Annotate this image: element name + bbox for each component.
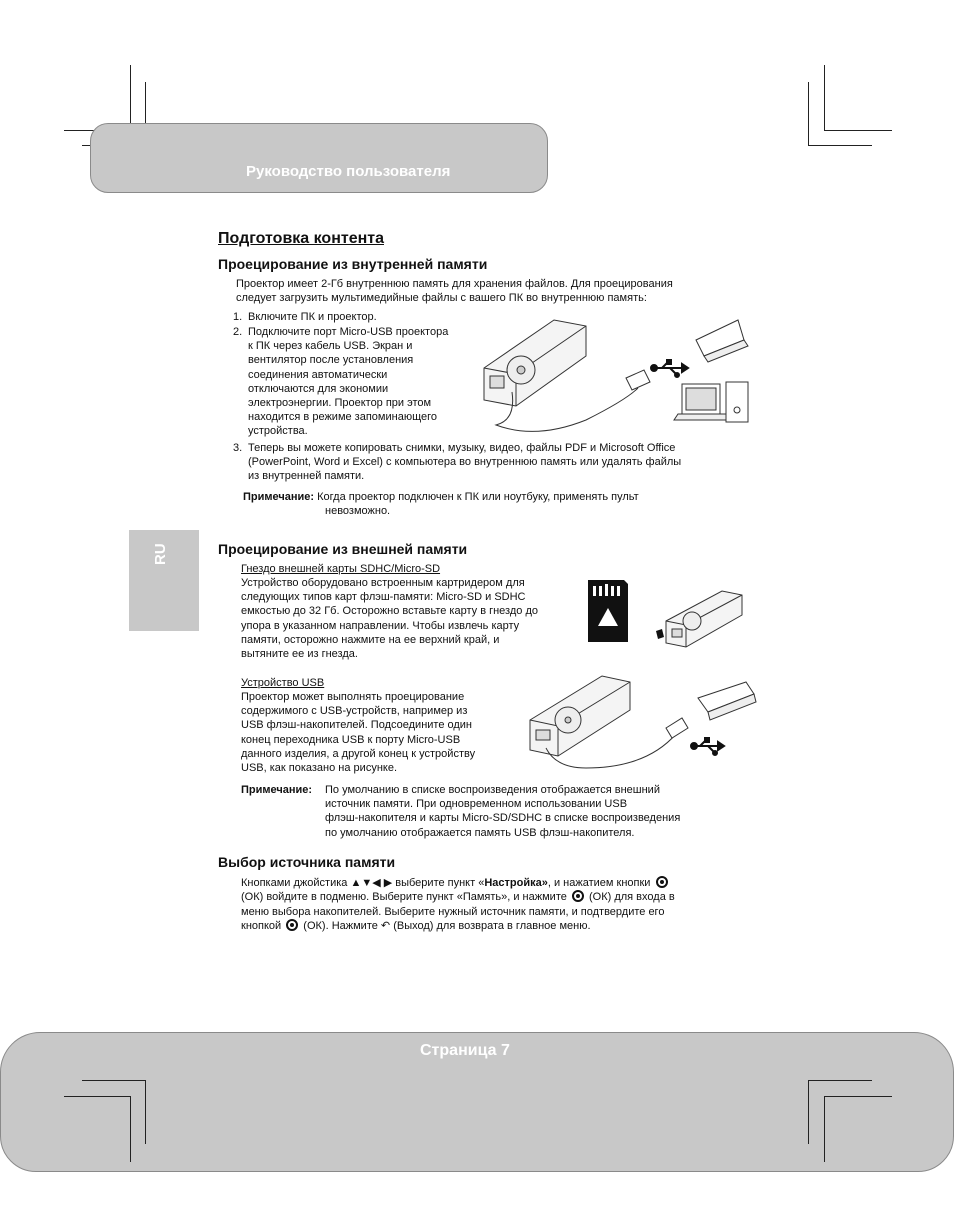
header-title: Руководство пользователя xyxy=(246,163,451,180)
crop-mark xyxy=(808,1080,872,1081)
crop-mark xyxy=(145,1080,146,1144)
note-internal-cont: невозможно. xyxy=(325,505,391,517)
crop-mark xyxy=(130,65,131,130)
step-list: 1. Включите ПК и проектор. 2. Подключите порт Micro-USB проектора к ПК через кабель USB. Экран и вентилятор после установления соединения автоматически отключаются для экономии электроэнергии. Проектор при этом находится в режиме запоминающего устройства. 3. Теперь вы можете копировать снимки, музыку, видео, файлы PDF и Microsoft Office (PowerPoint, Word и Excel) с компьютера во внутреннюю память или удалять файлы из внутренней памяти. xyxy=(233,311,682,483)
microsd-card-icon xyxy=(584,578,632,644)
ok-button-icon xyxy=(286,919,298,931)
source-text: Кнопками джойстика ▲▼◀ ▶ выберите пункт «Настройка», и нажатием кнопки (ОК) войдите в подменю. Выберите пункт «Память», и нажмите (ОК) для входа в меню выбора накопителей. Выберите нужный источник памяти, и подтвердите его кнопкой (ОК). Нажмите ↶ (Выход) для возврата в главное меню. xyxy=(241,877,675,933)
usb-text: Проектор может выполнять проецирование содержимого с USB-устройств, например из USB флэш-накопителей. Подсоедините один конец переходника USB к порту Micro-USB данного изделия, а другой конец к устройству USB, как показано на рисунке. xyxy=(241,691,476,775)
sd-text: Устройство оборудовано встроенным картридером для следующих типов карт флэш-памяти: Micro-SD и SDHC емкостью до 32 Гб. Осторожно вставьте карту в гнездо до упора в указанном направлении. Чтобы извлечь карту памяти, осторожно нажмите на ее верхний край, и вытяните ее из гнезда. xyxy=(241,577,538,661)
crop-mark xyxy=(824,1096,892,1097)
ok-button-icon xyxy=(656,876,668,888)
projector-pc-illustration xyxy=(476,310,752,440)
sd-heading: Гнездо внешней карты SDHC/Micro-SD xyxy=(241,563,441,575)
intro-line: Проектор имеет 2-Гб внутреннюю память для хранения файлов. Для проецирования xyxy=(236,278,673,290)
crop-mark xyxy=(824,1096,825,1162)
crop-mark xyxy=(808,82,809,146)
section-title-source: Выбор источника памяти xyxy=(218,854,396,870)
crop-mark xyxy=(824,65,825,130)
page-number: Страница 7 xyxy=(420,1042,510,1059)
crop-mark xyxy=(808,145,872,146)
main-title: Подготовка контента xyxy=(218,230,384,247)
crop-mark xyxy=(130,1096,131,1162)
section-title-external: Проецирование из внешней памяти xyxy=(218,541,468,557)
intro-line: следует загрузить мультимедийные файлы с вашего ПК во внутреннюю память: xyxy=(236,292,647,304)
crop-mark xyxy=(808,1080,809,1144)
crop-mark xyxy=(824,130,892,131)
language-tab-label: RU xyxy=(152,543,169,565)
note-external: Примечание: xyxy=(241,784,313,796)
header-bar xyxy=(90,123,548,193)
joystick-arrows-icon: ▲▼◀ ▶ xyxy=(350,877,393,889)
ok-button-icon xyxy=(572,890,584,902)
usb-heading: Устройство USB xyxy=(241,677,325,689)
crop-mark xyxy=(82,1080,146,1081)
back-icon: ↶ xyxy=(380,919,391,933)
note-internal: Примечание: Когда проектор подключен к ПК или ноутбуку, применять пульт xyxy=(243,491,639,503)
section-title-internal: Проецирование из внутренней памяти xyxy=(218,256,488,272)
note-external-text: По умолчанию в списке воспроизведения отображается внешний источник памяти. При одновременном использовании USB флэш-накопителя и карты Micro-SD/SDHC в списке воспроизведения по умолчанию отображается память USB флэш-накопителя. xyxy=(325,784,681,839)
projector-sd-illustration xyxy=(652,585,752,655)
projector-usb-illustration xyxy=(526,668,758,780)
crop-mark xyxy=(64,1096,131,1097)
